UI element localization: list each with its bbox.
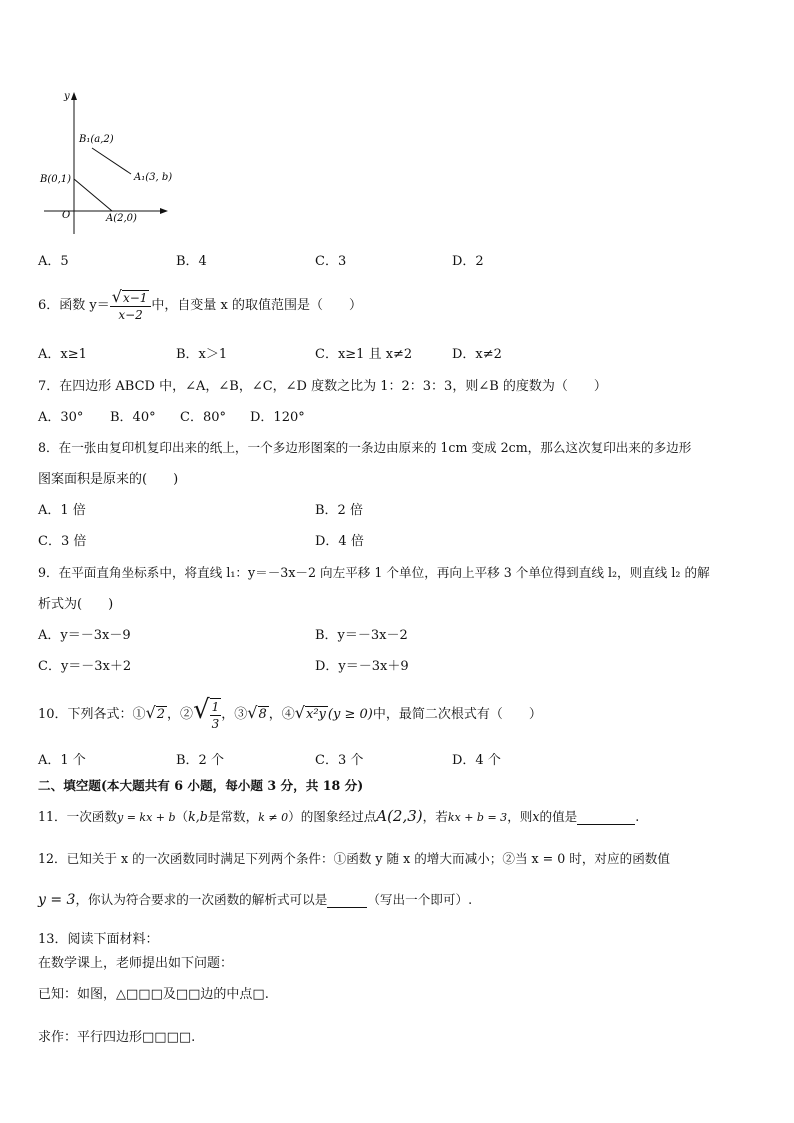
option: B．2 倍 [315,503,363,518]
q11-text: 是常数， [207,809,259,824]
question-6 [38,286,362,326]
q11-text: 的值是 [539,809,578,824]
q10-item4-marker: ，④ [268,707,295,722]
q12-text: （写出一个即可）. [367,892,473,907]
q11-text: 11．一次函数 [38,809,117,824]
q10-item2-marker: ，② [167,707,194,722]
option: C．y＝－3x＋2 [38,659,132,674]
q11-vars: k,b [188,809,208,824]
option: D．y＝－3x＋9 [315,659,409,674]
option: B．2 个 [176,753,224,768]
q11-text: . [635,809,640,824]
q11-text: ，若 [422,809,448,824]
q11-var: x [532,809,540,824]
option: C．80° [180,410,226,425]
option: D．4 个 [452,753,501,768]
q10-suffix: 中，最简二次根式有（ ） [372,707,542,722]
question-13-line3: 已知：如图，△□□□及□□边的中点□. [38,987,269,1002]
option: D．x≠2 [452,347,502,362]
q12-condition: y = 3 [38,892,76,908]
q11-text: ）的图象经过点 [288,809,377,824]
option: A．x≥1 [38,347,87,362]
option: C．3 [315,254,347,269]
option: C．3 个 [315,753,364,768]
q11-equation-2: kx + b = 3 [447,811,508,824]
question-12-line2 [38,889,472,908]
q10-item3-marker: ，③ [221,707,248,722]
option: A．5 [38,254,69,269]
point-b1-label: B₁(a,2) [79,134,114,145]
q6-suffix: 中，自变量 x 的取值范围是（ ） [151,298,363,313]
option: B．40° [110,410,156,425]
option: A．y＝－3x－9 [38,628,131,643]
q6-denominator: x−2 [118,307,143,322]
question-12-line1: 12．已知关于 x 的一次函数同时满足下列两个条件：①函数 y 随 x 的增大而减小；②当 x = 0 时，对应的函数值 [38,851,670,866]
question-13-line4: 求作：平行四边形□□□□. [38,1030,196,1045]
option: D．4 倍 [315,534,364,549]
section-2-heading: 二、填空题(本大题共有 6 小题，每小题 3 分，共 18 分) [38,778,364,793]
option: C．3 倍 [38,534,87,549]
question-8-line1: 8．在一张由复印机复印出来的纸上，一个多边形图案的一条边由原来的 1cm 变成 2cm，那么这次复印出来的多边形 [38,440,692,455]
question-8-line2: 图案面积是原来的( ) [38,472,179,487]
q10-radical-1: 2 [156,707,166,722]
q11-text: （ [175,809,189,824]
question-11 [38,806,639,825]
segment-b1a1 [92,148,131,174]
option: A．1 倍 [38,503,86,518]
q12-answer-blank[interactable] [327,892,367,908]
option: A．30° [38,410,84,425]
q10-condition: (y ≥ 0) [327,707,373,722]
q6-fraction: $\frac{√x-1}{x-2}$ [110,289,152,323]
question-10: 10．下列各式：①√2 ，②√ $\frac{1}{3}$ ，③√8 ，④√x²y (y ≥ 0)中，最简二次根式有（ ） [38,695,542,731]
q10-prefix: 10．下列各式： [38,707,133,722]
option: B．x＞1 [176,347,228,362]
question-13-line2: 在数学课上，老师提出如下问题： [38,956,234,971]
point-a-label: A(2,0) [106,213,137,224]
option: B．4 [176,254,207,269]
q10-radical-3: 8 [258,707,267,722]
point-a1-label: A₁(3, b) [134,172,173,183]
option: A．1 个 [38,753,86,768]
segment-ba [74,179,112,211]
origin-label: O [62,210,71,221]
point-b-label: B(0,1) [40,174,72,185]
q6-radicand: x−1 [122,290,148,305]
q11-text: ，则 [507,809,533,824]
q12-text: ，你认为符合要求的一次函数的解析式可以是 [75,892,328,907]
q11-point: A(2,3) [376,807,423,825]
question-7: 7．在四边形 ABCD 中，∠A，∠B，∠C，∠D 度数之比为 1：2：3：3，则∠B 的度数为（ ） [38,379,607,394]
q11-answer-blank[interactable] [577,809,635,825]
q10-item1-marker: ① [132,707,146,722]
question-9-line2: 析式为( ) [38,597,114,612]
option: C．x≥1 且 x≠2 [315,347,413,362]
option: D．2 [452,254,484,269]
q10-radical-4: x²y [306,707,326,722]
x-axis-arrow [160,208,168,214]
option: B．y＝－3x－2 [315,628,408,643]
question-9-line1: 9．在平面直角坐标系中，将直线 l₁：y＝－3x－2 向左平移 1 个单位，再向上平移 3 个单位得到直线 l₂，则直线 l₂ 的解 [38,565,710,580]
y-axis-arrow [71,92,77,100]
coordinate-figure [36,86,186,236]
q11-condition: k ≠ 0 [258,811,289,824]
question-13-line1: 13．阅读下面材料： [38,932,159,947]
y-axis-label: y [64,91,70,102]
option: D．120° [250,410,305,425]
q10-radical-2: $\frac{1}{3}$ [211,699,220,731]
q6-prefix: 6．函数 y＝ [38,298,110,313]
q11-equation: y = kx + b [117,811,176,824]
